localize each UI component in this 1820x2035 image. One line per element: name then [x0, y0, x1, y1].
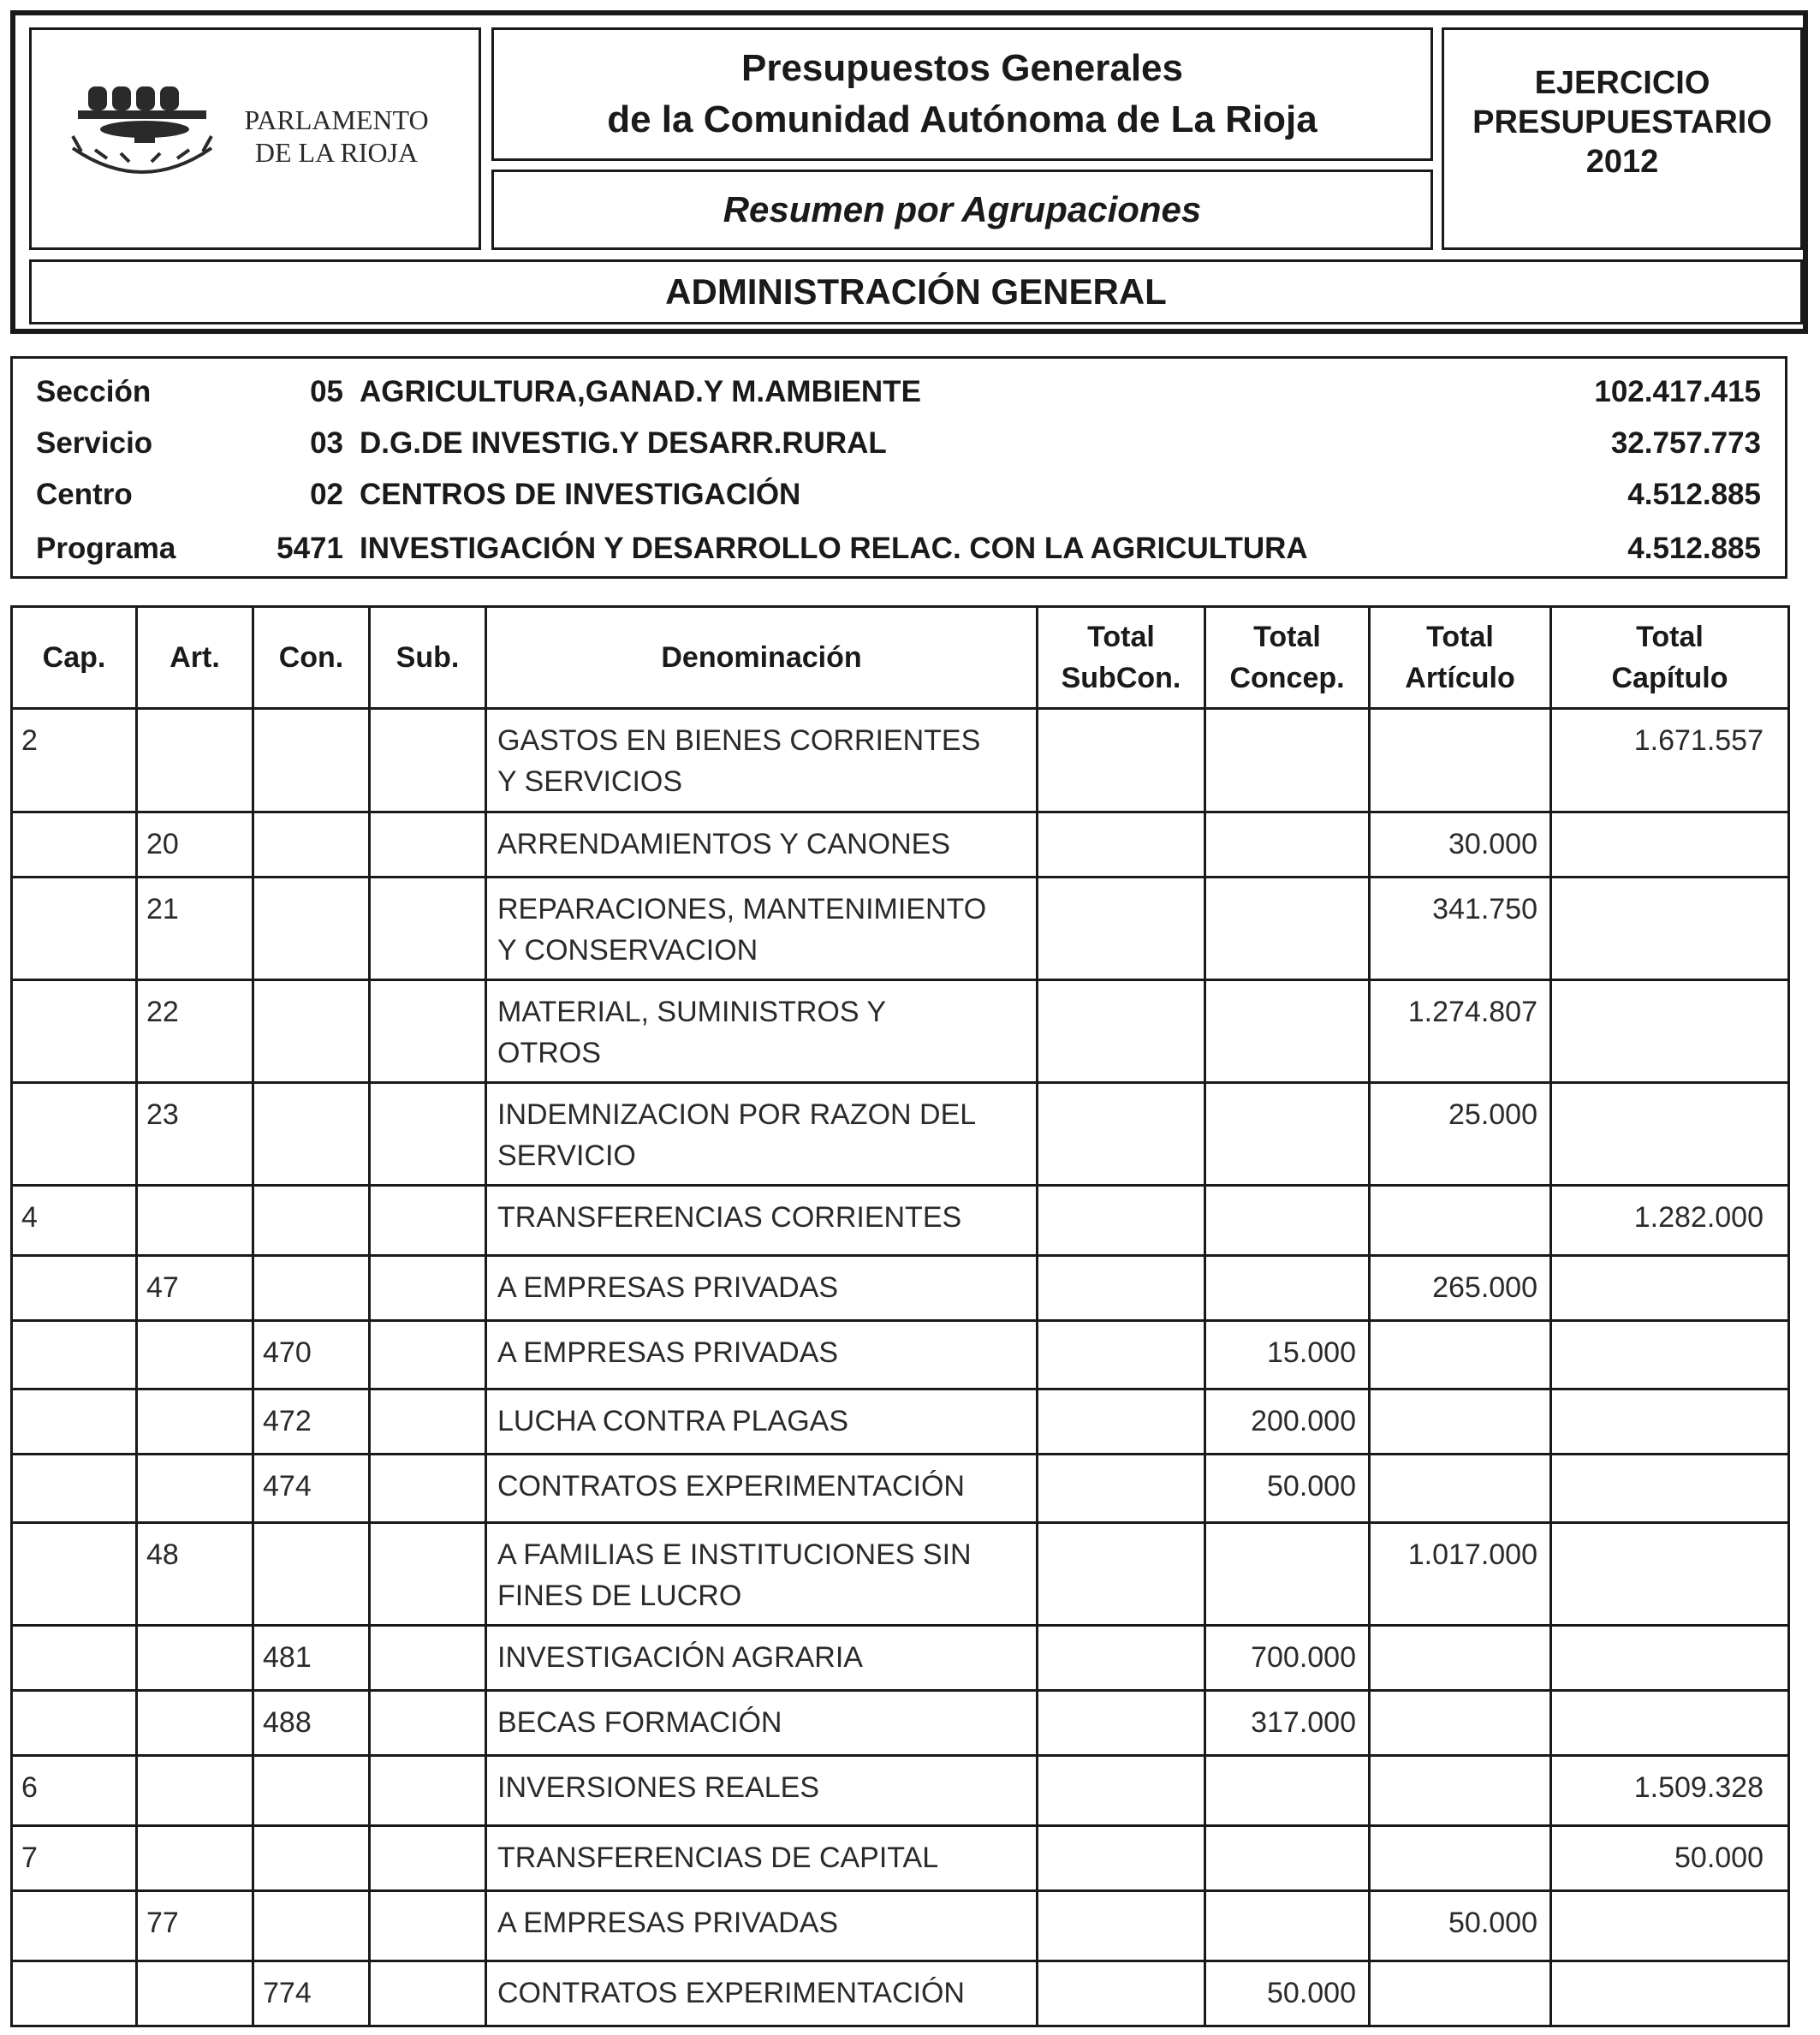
cell-denominacion	[486, 709, 1038, 812]
cell-total-subcon	[1038, 1691, 1205, 1756]
header-line: Capítulo	[1611, 662, 1728, 694]
cell-art: 48	[137, 1523, 253, 1626]
denominacion-line: SERVICIO	[497, 1139, 636, 1172]
cell-total-subcon	[1038, 1523, 1205, 1626]
summary-row-centro	[13, 471, 1785, 519]
cell-con	[253, 1186, 370, 1256]
cell-total-articulo	[1370, 1826, 1551, 1891]
cell-cap: 6	[12, 1756, 137, 1826]
cell-denominacion	[486, 980, 1038, 1083]
summary-description: CENTROS DE INVESTIGACIÓN	[360, 478, 801, 511]
denominacion-line: REPARACIONES, MANTENIMIENTO	[497, 893, 987, 925]
col-sub-header: Sub.	[370, 607, 486, 709]
cell-total-articulo: 30.000	[1370, 812, 1551, 878]
denominacion-line: GASTOS EN BIENES CORRIENTES	[497, 724, 981, 757]
denominacion-line: MATERIAL, SUMINISTROS Y	[497, 996, 887, 1028]
title-line1: Presupuestos Generales	[740, 47, 1183, 89]
cell-total-subcon	[1038, 1256, 1205, 1321]
col-art-header: Art.	[137, 607, 253, 709]
cell-total-articulo	[1370, 709, 1551, 812]
cell-art	[137, 1321, 253, 1389]
cell-cap	[12, 1083, 137, 1186]
denominacion-line: BECAS FORMACIÓN	[497, 1706, 782, 1739]
cell-total-capitulo	[1551, 1961, 1789, 2026]
cell-cap: 7	[12, 1826, 137, 1891]
cell-sub	[370, 812, 486, 878]
cell-con	[253, 709, 370, 812]
cell-sub	[370, 1186, 486, 1256]
cell-con	[253, 980, 370, 1083]
cell-denominacion	[486, 1455, 1038, 1523]
cell-cap	[12, 812, 137, 878]
cell-art	[137, 1961, 253, 2026]
col-con-header: Con.	[253, 607, 370, 709]
table-row	[12, 1626, 1789, 1691]
cell-total-concep	[1205, 878, 1370, 980]
denominacion-line: INDEMNIZACION POR RAZON DEL	[497, 1098, 977, 1131]
cell-cap	[12, 1691, 137, 1756]
cell-total-concep	[1205, 1826, 1370, 1891]
summary-description: AGRICULTURA,GANAD.Y M.AMBIENTE	[360, 375, 921, 408]
cell-total-articulo	[1370, 1321, 1551, 1389]
cell-total-capitulo	[1551, 1455, 1789, 1523]
cell-cap	[12, 1523, 137, 1626]
title-line2: de la Comunidad Autónoma de La Rioja	[607, 98, 1317, 140]
cell-art: 21	[137, 878, 253, 980]
summary-code: 03	[310, 426, 343, 460]
table-row	[12, 1756, 1789, 1826]
cell-con: 474	[253, 1455, 370, 1523]
table-row	[12, 1321, 1789, 1389]
col-total-concep-header	[1205, 607, 1370, 709]
cell-art	[137, 1756, 253, 1826]
cell-sub	[370, 1256, 486, 1321]
summary-label: Programa	[36, 532, 176, 565]
denominacion-line: FINES DE LUCRO	[497, 1580, 742, 1612]
cell-total-subcon	[1038, 709, 1205, 812]
cell-con: 774	[253, 1961, 370, 2026]
cell-denominacion	[486, 1691, 1038, 1756]
cell-art	[137, 1626, 253, 1691]
cell-art: 77	[137, 1891, 253, 1961]
admin-title-panel	[29, 259, 1803, 324]
cell-denominacion	[486, 1256, 1038, 1321]
table-row	[12, 1891, 1789, 1961]
logo-panel	[29, 27, 481, 250]
cell-total-articulo	[1370, 1455, 1551, 1523]
cell-cap: 4	[12, 1186, 137, 1256]
cell-total-concep: 200.000	[1205, 1389, 1370, 1455]
cell-cap: 2	[12, 709, 137, 812]
cell-total-concep	[1205, 1891, 1370, 1961]
logo-text-line2: DE LA RIOJA	[254, 137, 419, 168]
cell-con	[253, 1756, 370, 1826]
cell-total-subcon	[1038, 1891, 1205, 1961]
cell-sub	[370, 980, 486, 1083]
denominacion-line: INVESTIGACIÓN AGRARIA	[497, 1641, 863, 1674]
cell-sub	[370, 1455, 486, 1523]
cell-total-capitulo	[1551, 1321, 1789, 1389]
cell-total-capitulo: 1.671.557	[1551, 709, 1789, 812]
cell-total-subcon	[1038, 1455, 1205, 1523]
cell-sub	[370, 1826, 486, 1891]
budget-summary	[10, 356, 1787, 579]
cell-cap	[12, 1626, 137, 1691]
cell-cap	[12, 980, 137, 1083]
cell-cap	[12, 878, 137, 980]
cell-denominacion	[486, 1186, 1038, 1256]
cell-total-articulo: 1.274.807	[1370, 980, 1551, 1083]
cell-total-concep: 50.000	[1205, 1961, 1370, 2026]
cell-denominacion	[486, 878, 1038, 980]
cell-sub	[370, 1756, 486, 1826]
cell-total-articulo: 265.000	[1370, 1256, 1551, 1321]
cell-total-concep	[1205, 1523, 1370, 1626]
summary-row-servicio	[13, 419, 1785, 467]
header-line: Concep.	[1229, 662, 1345, 694]
header-line: Total	[1253, 621, 1321, 653]
fiscal-year-panel	[1442, 27, 1803, 250]
col-total-subcon-header	[1038, 607, 1205, 709]
cell-denominacion	[486, 812, 1038, 878]
cell-sub	[370, 1083, 486, 1186]
col-cap-header: Cap.	[12, 607, 137, 709]
cell-total-subcon	[1038, 878, 1205, 980]
cell-cap	[12, 1891, 137, 1961]
cell-cap	[12, 1961, 137, 2026]
col-total-articulo-header	[1370, 607, 1551, 709]
cell-total-concep	[1205, 812, 1370, 878]
summary-code: 05	[310, 375, 343, 408]
denominacion-line: Y CONSERVACION	[497, 934, 758, 967]
cell-con	[253, 812, 370, 878]
cell-total-concep	[1205, 709, 1370, 812]
cell-cap	[12, 1455, 137, 1523]
summary-row-seccion	[13, 368, 1785, 416]
col-denominacion-header: Denominación	[486, 607, 1038, 709]
denominacion-line: CONTRATOS EXPERIMENTACIÓN	[497, 1977, 965, 2009]
cell-total-capitulo	[1551, 1256, 1789, 1321]
cell-total-capitulo: 1.509.328	[1551, 1756, 1789, 1826]
cell-total-articulo	[1370, 1756, 1551, 1826]
header-line: Artículo	[1405, 662, 1515, 694]
summary-label: Centro	[36, 478, 133, 511]
table-row	[12, 1455, 1789, 1523]
cell-art: 22	[137, 980, 253, 1083]
cell-total-articulo: 50.000	[1370, 1891, 1551, 1961]
summary-amount: 4.512.885	[1627, 532, 1761, 565]
budget-table	[10, 605, 1790, 2027]
cell-con: 481	[253, 1626, 370, 1691]
cell-denominacion	[486, 1321, 1038, 1389]
cell-total-subcon	[1038, 1626, 1205, 1691]
cell-sub	[370, 1961, 486, 2026]
cell-total-concep	[1205, 1256, 1370, 1321]
cell-total-concep: 50.000	[1205, 1455, 1370, 1523]
cell-total-articulo	[1370, 1691, 1551, 1756]
cell-art	[137, 1186, 253, 1256]
cell-con	[253, 878, 370, 980]
table-row	[12, 1826, 1789, 1891]
cell-total-articulo: 1.017.000	[1370, 1523, 1551, 1626]
summary-code: 02	[310, 478, 343, 511]
cell-total-articulo	[1370, 1389, 1551, 1455]
cell-total-capitulo	[1551, 1083, 1789, 1186]
cell-sub	[370, 1321, 486, 1389]
table-row	[12, 1691, 1789, 1756]
denominacion-line: INVERSIONES REALES	[497, 1771, 820, 1804]
cell-total-capitulo	[1551, 1523, 1789, 1626]
cell-con: 472	[253, 1389, 370, 1455]
cell-total-concep	[1205, 1756, 1370, 1826]
header-line: Total	[1426, 621, 1494, 653]
denominacion-line: A EMPRESAS PRIVADAS	[497, 1271, 839, 1304]
cell-art: 23	[137, 1083, 253, 1186]
cell-total-subcon	[1038, 1186, 1205, 1256]
summary-amount: 4.512.885	[1627, 478, 1761, 511]
cell-cap	[12, 1256, 137, 1321]
table-row	[12, 878, 1789, 980]
table-row	[12, 1389, 1789, 1455]
cell-total-capitulo	[1551, 878, 1789, 980]
subtitle: Resumen por Agrupaciones	[723, 189, 1202, 229]
cell-total-subcon	[1038, 1961, 1205, 2026]
cell-sub	[370, 1523, 486, 1626]
cell-total-subcon	[1038, 1389, 1205, 1455]
cell-total-capitulo	[1551, 812, 1789, 878]
admin-title: ADMINISTRACIÓN GENERAL	[665, 271, 1167, 312]
table-row	[12, 1186, 1789, 1256]
summary-row-programa	[13, 525, 1785, 573]
subtitle-panel	[491, 170, 1433, 250]
cell-total-subcon	[1038, 1321, 1205, 1389]
cell-total-concep	[1205, 1186, 1370, 1256]
cell-total-capitulo: 1.282.000	[1551, 1186, 1789, 1256]
cell-con	[253, 1523, 370, 1626]
summary-description: INVESTIGACIÓN Y DESARROLLO RELAC. CON LA AGRICULTURA	[360, 532, 1308, 565]
year-line2: PRESUPUESTARIO	[1472, 104, 1772, 140]
cell-denominacion	[486, 1961, 1038, 2026]
cell-sub	[370, 1691, 486, 1756]
cell-art: 47	[137, 1256, 253, 1321]
cell-total-concep: 700.000	[1205, 1626, 1370, 1691]
table-row	[12, 1083, 1789, 1186]
header-line: Total	[1087, 621, 1155, 653]
cell-art: 20	[137, 812, 253, 878]
cell-con	[253, 1891, 370, 1961]
cell-denominacion	[486, 1756, 1038, 1826]
denominacion-line: LUCHA CONTRA PLAGAS	[497, 1405, 849, 1437]
cell-total-capitulo	[1551, 1891, 1789, 1961]
cell-con	[253, 1083, 370, 1186]
cell-denominacion	[486, 1083, 1038, 1186]
denominacion-line: ARRENDAMIENTOS Y CANONES	[497, 828, 951, 860]
cell-denominacion	[486, 1826, 1038, 1891]
year-line1: EJERCICIO	[1534, 65, 1710, 101]
table-body	[12, 709, 1789, 2026]
denominacion-line: A EMPRESAS PRIVADAS	[497, 1907, 839, 1939]
document-header	[10, 10, 1808, 334]
cell-total-subcon	[1038, 1826, 1205, 1891]
cell-total-concep	[1205, 1083, 1370, 1186]
cell-total-capitulo	[1551, 1389, 1789, 1455]
logo-wordmark	[208, 104, 465, 169]
year-line3: 2012	[1585, 144, 1659, 180]
cell-total-articulo	[1370, 1186, 1551, 1256]
cell-total-articulo	[1370, 1626, 1551, 1691]
denominacion-line: OTROS	[497, 1037, 601, 1069]
table-row	[12, 1961, 1789, 2026]
cell-art	[137, 1389, 253, 1455]
col-total-capitulo-header	[1551, 607, 1789, 709]
denominacion-line: CONTRATOS EXPERIMENTACIÓN	[497, 1470, 965, 1502]
title-panel	[491, 27, 1433, 161]
table-row	[12, 1523, 1789, 1626]
header-row	[12, 607, 1789, 709]
denominacion-line: A EMPRESAS PRIVADAS	[497, 1336, 839, 1369]
denominacion-line: A FAMILIAS E INSTITUCIONES SIN	[497, 1538, 972, 1571]
cell-cap	[12, 1321, 137, 1389]
cell-total-subcon	[1038, 812, 1205, 878]
cell-total-capitulo	[1551, 980, 1789, 1083]
cell-total-articulo: 341.750	[1370, 878, 1551, 980]
cell-con: 488	[253, 1691, 370, 1756]
cell-con	[253, 1256, 370, 1321]
parliament-logo-icon	[69, 76, 215, 187]
logo-text-line1: PARLAMENTO	[244, 104, 429, 135]
summary-label: Sección	[36, 375, 152, 408]
cell-total-capitulo: 50.000	[1551, 1826, 1789, 1891]
table-row	[12, 812, 1789, 878]
cell-total-articulo: 25.000	[1370, 1083, 1551, 1186]
header-line: Total	[1636, 621, 1704, 653]
cell-denominacion	[486, 1523, 1038, 1626]
cell-total-concep: 317.000	[1205, 1691, 1370, 1756]
cell-total-subcon	[1038, 1756, 1205, 1826]
cell-sub	[370, 1389, 486, 1455]
header-line: SubCon.	[1061, 662, 1181, 694]
cell-total-capitulo	[1551, 1626, 1789, 1691]
denominacion-line: TRANSFERENCIAS CORRIENTES	[497, 1201, 962, 1234]
cell-sub	[370, 878, 486, 980]
denominacion-line: TRANSFERENCIAS DE CAPITAL	[497, 1842, 939, 1874]
table-row	[12, 980, 1789, 1083]
cell-con: 470	[253, 1321, 370, 1389]
table-row	[12, 1256, 1789, 1321]
cell-art	[137, 1826, 253, 1891]
cell-denominacion	[486, 1891, 1038, 1961]
cell-con	[253, 1826, 370, 1891]
cell-total-subcon	[1038, 980, 1205, 1083]
summary-label: Servicio	[36, 426, 153, 460]
summary-amount: 32.757.773	[1610, 426, 1761, 460]
cell-total-concep	[1205, 980, 1370, 1083]
cell-sub	[370, 1891, 486, 1961]
table-header	[12, 607, 1789, 709]
cell-art	[137, 1691, 253, 1756]
cell-denominacion	[486, 1389, 1038, 1455]
summary-description: D.G.DE INVESTIG.Y DESARR.RURAL	[360, 426, 887, 460]
cell-art	[137, 1455, 253, 1523]
cell-art	[137, 709, 253, 812]
summary-code: 5471	[277, 532, 343, 565]
summary-amount: 102.417.415	[1594, 375, 1761, 408]
cell-total-subcon	[1038, 1083, 1205, 1186]
cell-sub	[370, 709, 486, 812]
cell-total-articulo	[1370, 1961, 1551, 2026]
cell-total-concep: 15.000	[1205, 1321, 1370, 1389]
cell-sub	[370, 1626, 486, 1691]
denominacion-line: Y SERVICIOS	[497, 765, 683, 798]
cell-cap	[12, 1389, 137, 1455]
table-row	[12, 709, 1789, 812]
cell-total-capitulo	[1551, 1691, 1789, 1756]
cell-denominacion	[486, 1626, 1038, 1691]
